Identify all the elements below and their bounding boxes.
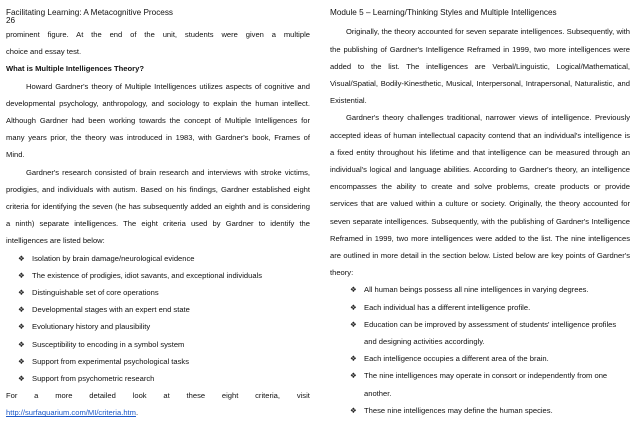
list-item: ❖ Susceptibility to encoding in a symbol system bbox=[6, 336, 310, 353]
diamond-bullet-icon: ❖ bbox=[18, 356, 25, 366]
key-points-list bbox=[330, 281, 630, 419]
list-item: ❖ Evolutionary history and plausibility bbox=[6, 318, 310, 335]
right-page bbox=[330, 0, 630, 418]
diamond-bullet-icon: ❖ bbox=[18, 287, 25, 297]
paragraph-originally: Originally, the theory accounted for seven separate intelligences. Subsequently, with the publishing of Gardner's Intelligence Reframed in 1999, two more intelligences were added to the list. The intelligences are Verbal/Linguistic, Logical/Mathematical, Visual/Spatial, Bodily-Kinesthetic, Musical, Interpersonal, Intrapersonal, Naturalistic, and Existential. bbox=[330, 27, 630, 106]
list-item: ❖ These nine intelligences may define the human species. bbox=[330, 402, 630, 419]
diamond-bullet-icon: ❖ bbox=[18, 253, 25, 263]
intro-line: prominent figure. At the end of the unit, students were given a multiple bbox=[6, 29, 310, 39]
left-page: Facilitating Learning: A Metacognitive Process 26 prominent figure. At the end of the unit, students were given a multiple choice and essay test. What is Multiple Intelligences Theory? Howard Gardner's theory of Multiple Intelligences utilizes aspects of cognitive and developmental psychology, anthropology, and sociology to explain the human intellect. Although Gardner had been working towards the concept of Multiple Intelligences for many years prior, the theory was introduced in 1983, with Gardner's book, Frames of Mind. Gardner's research consisted of brain research and interviews with stroke victims, prodigies, and individuals with autism. Based on his findings, Gardner established eight criteria for identifying the seven (he has subsequently added an eighth and is considering a ninth) separate intelligences. The eight criteria used by Gardner to identify the intelligences are listed below: ❖ Isolation by brain damage/neurological evidence ❖ The existence of prodigies, idiot savants, and exceptional individuals ❖ Distinguishable set of core operations ❖ Developmental stages with an expert end state ❖ Evolutionary history and plausibility ❖ Susceptibility to encoding in a symbol system ❖ Support from experimental psychological tasks ❖ Support from psychometric research For a more detailed look at these eight criteria, visit http://surfaquarium.com/MI/criteria.htm. bbox=[6, 8, 310, 418]
paragraph-gardner-theory: Howard Gardner's theory of Multiple Intelligences utilizes aspects of cognitive and developmental psychology, anthropology, and sociology to explain the human intellect. Although Gardner had been working towards the concept of Multiple Intelligences for many years prior, the theory was introduced in 1983, with Gardner's book, Frames of Mind. bbox=[6, 81, 310, 160]
page-number: 26 bbox=[6, 16, 16, 26]
diamond-bullet-icon: ❖ bbox=[18, 339, 25, 349]
list-item: ❖ Each intelligence occupies a different area of the brain. bbox=[330, 350, 630, 367]
list-item: ❖ Support from psychometric research bbox=[6, 370, 310, 387]
diamond-bullet-icon: ❖ bbox=[18, 305, 25, 315]
diamond-bullet-icon: ❖ bbox=[350, 354, 357, 364]
diamond-bullet-icon: ❖ bbox=[350, 285, 357, 295]
running-header-left: Facilitating Learning: A Metacognitive Process bbox=[6, 8, 174, 17]
intro-line: choice and essay test. bbox=[6, 47, 82, 57]
diamond-bullet-icon: ❖ bbox=[18, 373, 25, 383]
list-item: ❖ Isolation by brain damage/neurological evidence bbox=[6, 250, 310, 267]
list-item: ❖ The nine intelligences may operate in consort or independently from one another. bbox=[330, 367, 630, 401]
list-item: ❖ The existence of prodigies, idiot savants, and exceptional individuals bbox=[6, 267, 310, 284]
diamond-bullet-icon: ❖ bbox=[350, 302, 357, 312]
footer-line: For a more detailed look at these eight criteria, visit bbox=[6, 391, 310, 401]
diamond-bullet-icon: ❖ bbox=[18, 270, 25, 280]
list-item: ❖ Developmental stages with an expert end state bbox=[6, 301, 310, 318]
paragraph-gardner-research: Gardner's research consisted of brain research and interviews with stroke victims, prodigies, and individuals with autism. Based on his findings, Gardner established eight criteria for identifying the seven (he has subsequently added an eighth and is considering a ninth) separate intelligences. The eight criteria used by Gardner to identify the intelligences are listed below: bbox=[6, 167, 310, 246]
list-item: ❖ Distinguishable set of core operations bbox=[6, 284, 310, 301]
list-item: ❖ Support from experimental psychological tasks bbox=[6, 353, 310, 370]
running-header-right: Module 5 – Learning/Thinking Styles and Multiple Intelligences bbox=[330, 8, 557, 17]
diamond-bullet-icon: ❖ bbox=[350, 319, 357, 329]
list-item: ❖ Education can be improved by assessment of students' intelligence profiles and designing activities accordingly. bbox=[330, 316, 630, 350]
section-heading: What is Multiple Intelligences Theory? bbox=[6, 64, 144, 74]
criteria-list bbox=[6, 250, 310, 388]
list-item: ❖ All human beings possess all nine intelligences in varying degrees. bbox=[330, 281, 630, 298]
diamond-bullet-icon: ❖ bbox=[350, 371, 357, 381]
paragraph-challenges: Gardner's theory challenges traditional, narrower views of intelligence. Previously accepted ideas of human intellectual capacity contend that an individual's intelligence is a fixed entity throughout his lifetime and that intelligence can be measured through an individual's logical and language abilities. According to Gardner's theory, an intelligence encompasses the ability to create and solve problems, create products or provide services that are valued within a culture or society. Originally, the theory accounted for seven separate intelligences. Subsequently, with the publishing of Gardner's Intelligence Reframed in 1999, two more intelligences were added to the list. The nine intelligences are outlined in more detail in the section below. Listed below are key points of Gardner's theory: bbox=[330, 113, 630, 278]
diamond-bullet-icon: ❖ bbox=[350, 405, 357, 415]
diamond-bullet-icon: ❖ bbox=[18, 322, 25, 332]
list-item: ❖ Each individual has a different intelligence profile. bbox=[330, 299, 630, 316]
criteria-link[interactable]: http://surfaquarium.com/MI/criteria.htm bbox=[6, 408, 136, 418]
